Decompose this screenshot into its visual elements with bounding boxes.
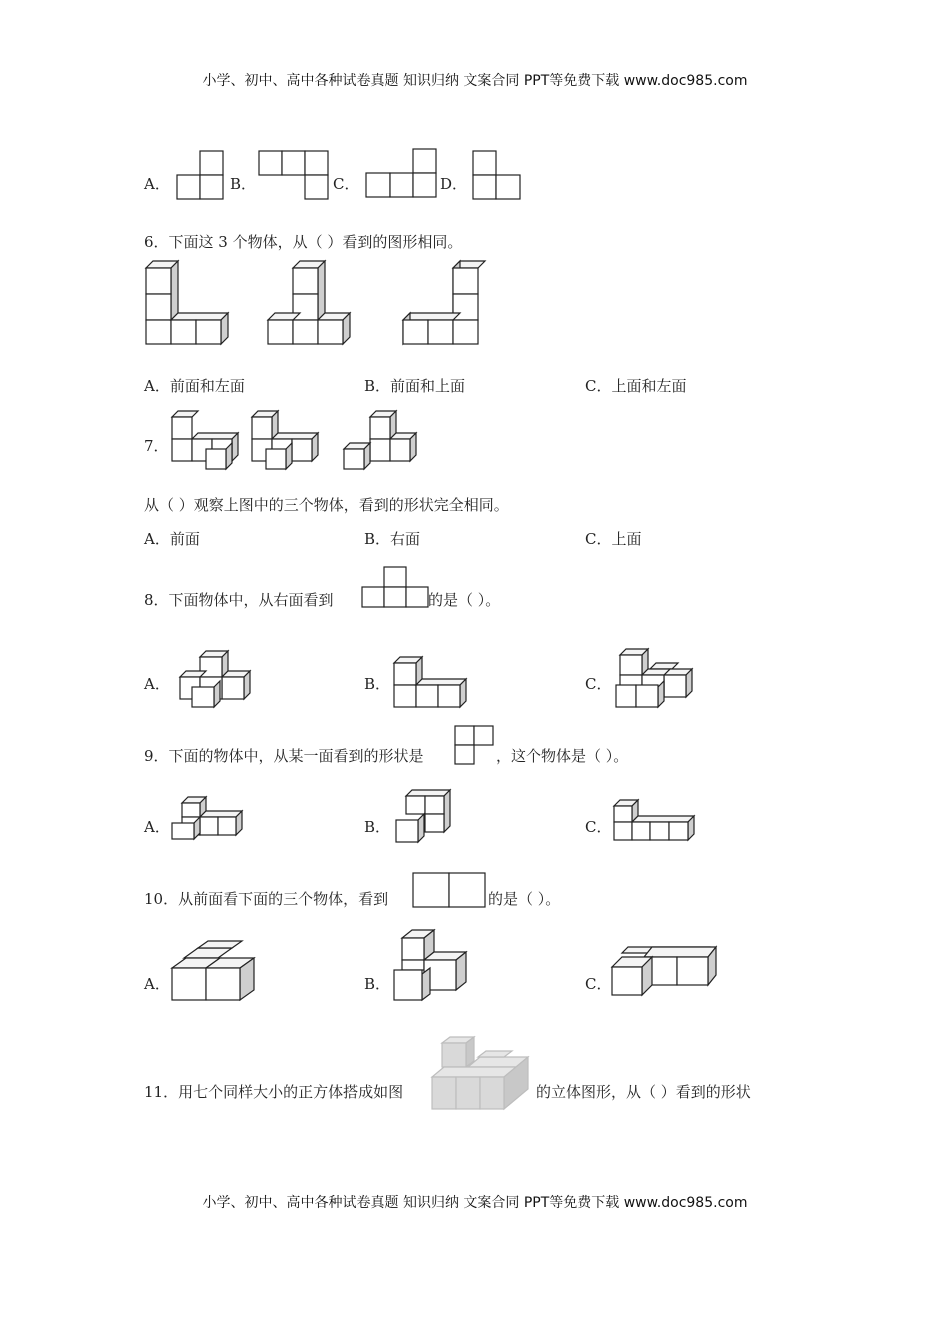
q8-option-b: B．	[364, 675, 391, 693]
q11-stem-b: 的立体图形，从（ ）看到的形状	[536, 1083, 751, 1101]
q8-stem-figure	[360, 565, 430, 610]
q8-figure-c	[612, 645, 697, 710]
q6-figure-3	[398, 258, 493, 348]
q8-figure-b	[390, 655, 470, 710]
q5-figure-d	[472, 150, 524, 200]
q7-option-c: C．上面	[585, 530, 642, 548]
q7-figure-2	[248, 405, 326, 471]
q5-option-a: A．	[144, 175, 170, 193]
q10-figure-b	[390, 926, 470, 1004]
q7-figure-1	[168, 405, 246, 471]
q5-figure-b	[258, 150, 333, 200]
q10-stem-figure	[411, 871, 489, 911]
q7-figure-3	[340, 405, 422, 471]
q6-option-b: B．前面和上面	[364, 377, 466, 395]
q9-option-a: A．	[144, 818, 170, 836]
q10-stem-b: 的是（ ）。	[488, 890, 561, 908]
q9-stem-b: ，这个物体是（ ）。	[496, 747, 629, 765]
q5-option-b: B．	[230, 175, 257, 193]
q9-option-c: C．	[585, 818, 612, 836]
q5-option-d: D．	[440, 175, 468, 193]
q8-option-c: C．	[585, 675, 612, 693]
q9-figure-b	[392, 788, 460, 846]
q5-figure-a	[176, 150, 226, 200]
q7-number: 7．	[144, 437, 169, 455]
q10-stem-a: 10．从前面看下面的三个物体，看到	[144, 890, 389, 908]
q8-figure-a	[176, 645, 254, 710]
q8-stem-a: 8．下面物体中，从右面看到	[144, 591, 334, 609]
q9-stem-a: 9．下面的物体中，从某一面看到的形状是	[144, 747, 424, 765]
q8-option-a: A．	[144, 675, 170, 693]
q9-stem-figure	[453, 724, 497, 768]
q10-figure-a	[168, 940, 260, 1004]
q7-stem: 从（ ）观察上图中的三个物体，看到的形状完全相同。	[144, 496, 509, 514]
page-footer: 小学、初中、高中各种试卷真题 知识归纳 文案合同 PPT等免费下载 www.doc985.com	[202, 1195, 748, 1211]
q8-stem-b: 的是（ ）。	[428, 591, 501, 609]
page-header: 小学、初中、高中各种试卷真题 知识归纳 文案合同 PPT等免费下载 www.doc985.com	[202, 73, 748, 89]
q6-figure-1	[140, 258, 235, 348]
q11-stem-a: 11．用七个同样大小的正方体搭成如图	[144, 1083, 404, 1101]
q7-option-b: B．右面	[364, 530, 421, 548]
q10-option-a: A．	[144, 975, 170, 993]
q5-option-c: C．	[333, 175, 360, 193]
q10-option-c: C．	[585, 975, 612, 993]
q11-stem-figure	[428, 1035, 536, 1115]
q9-figure-c	[610, 798, 698, 844]
q9-figure-a	[168, 793, 248, 845]
q6-figure-2	[265, 258, 360, 348]
q6-option-c: C．上面和左面	[585, 377, 687, 395]
q5-figure-c	[365, 148, 440, 200]
q6-option-a: A．前面和左面	[144, 377, 245, 395]
q10-option-b: B．	[364, 975, 391, 993]
q6-stem: 6．下面这 3 个物体，从（ ）看到的图形相同。	[144, 233, 463, 251]
q9-option-b: B．	[364, 818, 391, 836]
q7-option-a: A．前面	[144, 530, 200, 548]
q10-figure-c	[610, 943, 718, 999]
